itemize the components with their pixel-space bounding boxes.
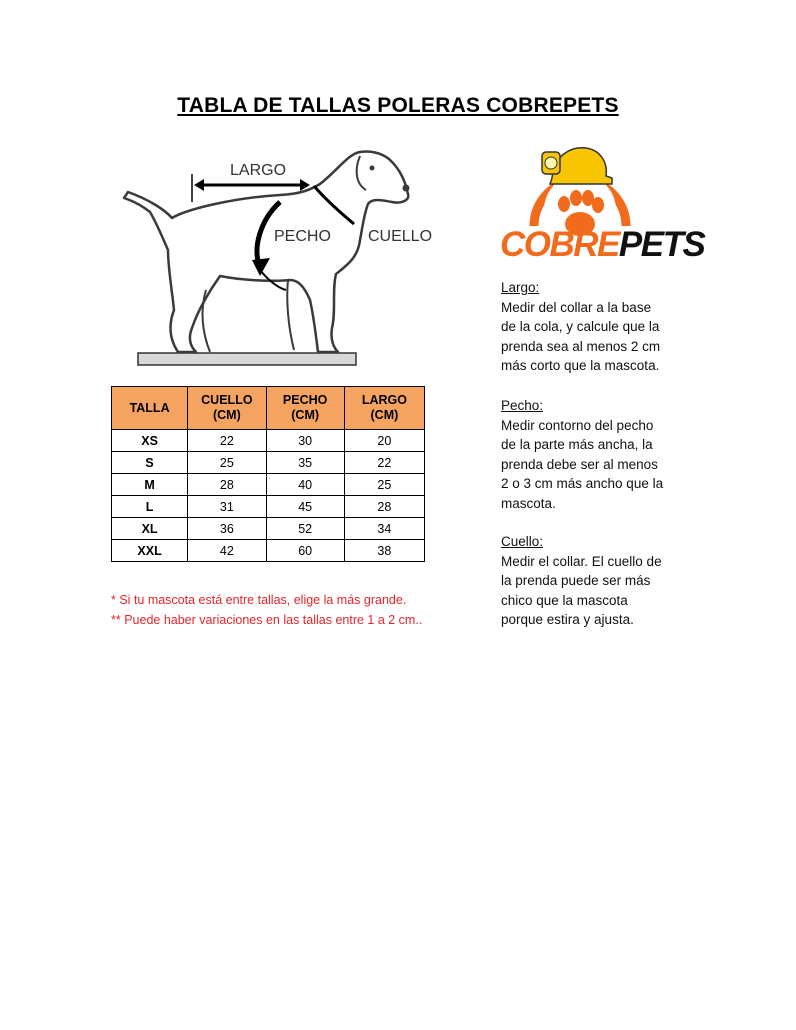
cell-largo: 20 [344,430,424,452]
page-title: TABLA DE TALLAS POLERAS COBREPETS [177,94,619,117]
table-row [112,430,425,452]
diagram-label-pecho: PECHO [274,228,331,245]
cell-cuello: 25 [188,452,266,474]
info-cuello [501,532,666,630]
brand-part-pets: PETS [618,225,705,264]
size-notes [111,590,422,630]
table-row [112,496,425,518]
cell-size: XXL [112,540,188,562]
cell-cuello: 31 [188,496,266,518]
info-pecho-heading: Pecho: [501,398,544,413]
cell-largo: 34 [344,518,424,540]
info-largo-heading: Largo: [501,280,540,295]
info-cuello-text: Medir el collar. El cuello de la prenda puede ser más chico que la mascota porque estira y ajusta. [501,553,662,627]
table-row [112,474,425,496]
cell-largo: 25 [344,474,424,496]
cell-largo: 38 [344,540,424,562]
info-largo-text: Medir del collar a la base de la cola, y calcule que la prenda sea al menos 2 cm más corto que la mascota. [501,299,661,373]
cell-pecho: 35 [266,452,344,474]
cell-size: XL [112,518,188,540]
diagram-label-cuello: CUELLO [368,228,433,245]
cell-cuello: 22 [188,430,266,452]
dog-measurement-diagram [110,140,470,372]
cell-size: XS [112,430,188,452]
cell-size: S [112,452,188,474]
cell-largo: 22 [344,452,424,474]
brand-part-cobre: COBRE [500,225,619,264]
note-between-sizes: * Si tu mascota está entre tallas, elige la más grande. [111,593,407,607]
cell-pecho: 60 [266,540,344,562]
table-header-row [112,387,425,430]
note-variations: ** Puede haber variaciones en las tallas entre 1 a 2 cm.. [111,613,423,627]
cell-cuello: 42 [188,540,266,562]
size-table [111,386,425,562]
info-largo [501,278,666,376]
cell-size: M [112,474,188,496]
info-pecho [501,396,666,513]
cell-cuello: 28 [188,474,266,496]
cell-largo: 28 [344,496,424,518]
dog-outline-icon [110,140,470,372]
table-row [112,540,425,562]
info-cuello-heading: Cuello: [501,534,544,549]
cell-pecho: 40 [266,474,344,496]
cell-pecho: 45 [266,496,344,518]
header-talla: TALLA [112,387,188,430]
header-largo: LARGO (CM) [344,387,424,430]
brand-name [500,225,705,265]
header-cuello: CUELLO (CM) [188,387,266,430]
info-pecho-text: Medir contorno del pecho de la parte más ancha, la prenda debe ser al menos 2 o 3 cm más ancho que la mascota. [501,417,664,511]
table-row [112,518,425,540]
diagram-label-largo: LARGO [230,162,287,179]
cell-cuello: 36 [188,518,266,540]
table-row [112,452,425,474]
cell-pecho: 30 [266,430,344,452]
cell-pecho: 52 [266,518,344,540]
header-pecho: PECHO (CM) [266,387,344,430]
cell-size: L [112,496,188,518]
